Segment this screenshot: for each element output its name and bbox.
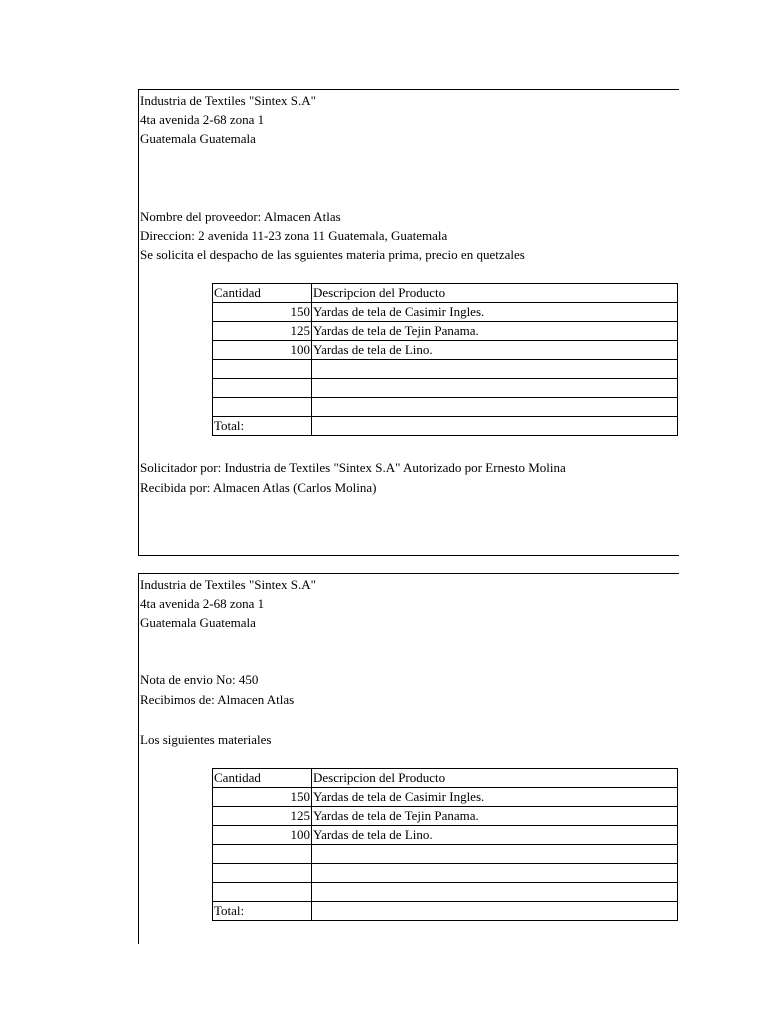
company-name: Industria de Textiles "Sintex S.A" — [140, 577, 316, 592]
table-row — [213, 826, 678, 845]
description-cell — [312, 360, 678, 379]
request-text: Se solicita el despacho de las sguientes materia prima, precio en quetzales — [140, 247, 525, 262]
company-city: Guatemala Guatemala — [140, 615, 256, 630]
company-address: 4ta avenida 2-68 zona 1 — [140, 112, 265, 127]
description-cell — [312, 845, 678, 864]
table-row — [213, 398, 678, 417]
table-row — [213, 341, 678, 360]
quantity-cell — [213, 360, 312, 379]
column-header-description: Descripcion del Producto — [312, 284, 678, 303]
quantity-cell: 150 — [213, 303, 312, 322]
company-address: 4ta avenida 2-68 zona 1 — [140, 596, 265, 611]
description-cell: Yardas de tela de Tejin Panama. — [312, 807, 678, 826]
delivery-items-table — [212, 768, 678, 921]
order-items-table — [212, 283, 678, 436]
requested-by: Solicitador por: Industria de Textiles "Sintex S.A" Autorizado por Ernesto Molina — [140, 460, 566, 475]
company-city: Guatemala Guatemala — [140, 131, 256, 146]
table-row — [213, 303, 678, 322]
delivery-note-number: Nota de envio No: 450 — [140, 672, 259, 687]
table-row — [213, 788, 678, 807]
table-row — [213, 322, 678, 341]
quantity-cell: 125 — [213, 322, 312, 341]
total-label: Total: — [213, 902, 312, 921]
description-cell — [312, 883, 678, 902]
materials-heading: Los siguientes materiales — [140, 732, 272, 747]
table-row — [213, 807, 678, 826]
delivery-note-sheet — [138, 573, 679, 944]
column-header-quantity: Cantidad — [213, 769, 312, 788]
table-row — [213, 845, 678, 864]
table-total-row — [213, 417, 678, 436]
supplier-name: Nombre del proveedor: Almacen Atlas — [140, 209, 341, 224]
quantity-cell — [213, 883, 312, 902]
description-cell — [312, 379, 678, 398]
quantity-cell — [213, 845, 312, 864]
quantity-cell — [213, 864, 312, 883]
supplier-address: Direccion: 2 avenida 11-23 zona 11 Guatemala, Guatemala — [140, 228, 448, 243]
total-label: Total: — [213, 417, 312, 436]
table-row — [213, 883, 678, 902]
description-cell: Yardas de tela de Lino. — [312, 826, 678, 845]
description-cell: Yardas de tela de Casimir Ingles. — [312, 303, 678, 322]
column-header-description: Descripcion del Producto — [312, 769, 678, 788]
company-name: Industria de Textiles "Sintex S.A" — [140, 93, 316, 108]
quantity-cell: 100 — [213, 341, 312, 360]
purchase-order-sheet — [138, 89, 679, 556]
quantity-cell: 100 — [213, 826, 312, 845]
column-header-quantity: Cantidad — [213, 284, 312, 303]
table-header-row — [213, 284, 678, 303]
description-cell — [312, 864, 678, 883]
table-row — [213, 864, 678, 883]
quantity-cell — [213, 379, 312, 398]
quantity-cell: 125 — [213, 807, 312, 826]
description-cell: Yardas de tela de Tejin Panama. — [312, 322, 678, 341]
quantity-cell — [213, 398, 312, 417]
total-value — [312, 417, 678, 436]
table-header-row — [213, 769, 678, 788]
description-cell: Yardas de tela de Casimir Ingles. — [312, 788, 678, 807]
received-from: Recibimos de: Almacen Atlas — [140, 692, 295, 707]
description-cell: Yardas de tela de Lino. — [312, 341, 678, 360]
received-by: Recibida por: Almacen Atlas (Carlos Molina) — [140, 480, 377, 495]
quantity-cell: 150 — [213, 788, 312, 807]
table-total-row — [213, 902, 678, 921]
total-value — [312, 902, 678, 921]
table-row — [213, 379, 678, 398]
table-row — [213, 360, 678, 379]
description-cell — [312, 398, 678, 417]
